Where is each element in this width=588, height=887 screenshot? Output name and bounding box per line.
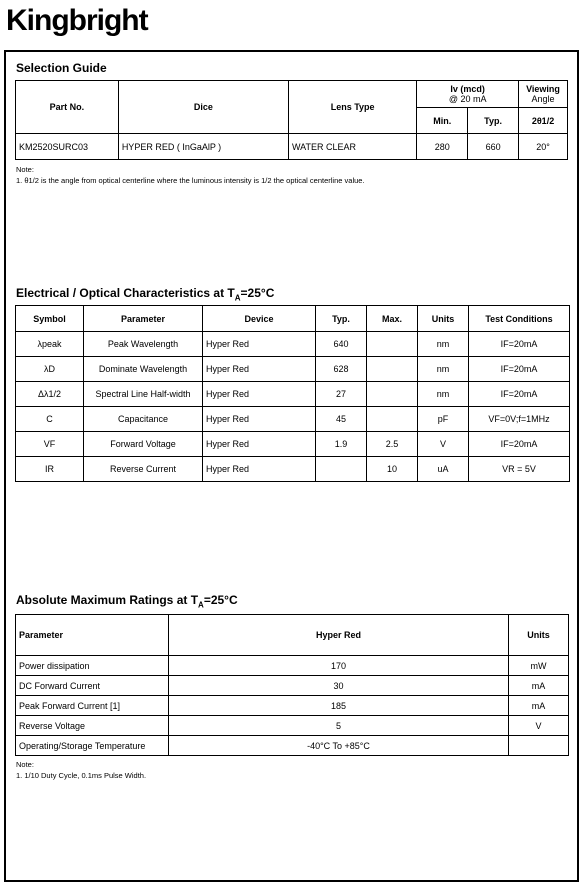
table-row xyxy=(16,736,569,756)
typ-cell: 628 xyxy=(316,357,367,382)
col-parameter: Parameter xyxy=(84,306,203,332)
device-cell: Hyper Red xyxy=(203,357,316,382)
selection-note-label: Note: xyxy=(16,165,34,174)
conditions-cell: IF=20mA xyxy=(469,332,570,357)
absolute-note-label: Note: xyxy=(16,760,34,769)
parameter-cell: Reverse Current xyxy=(84,457,203,482)
electrical-table xyxy=(15,305,570,482)
electrical-title-suffix: =25°C xyxy=(240,286,275,300)
col-symbol: Symbol xyxy=(16,306,84,332)
units-cell: V xyxy=(418,432,469,457)
max-cell: 10 xyxy=(367,457,418,482)
device-cell: Hyper Red xyxy=(203,382,316,407)
lens-type-cell: WATER CLEAR xyxy=(288,134,416,160)
brand-logo: Kingbright xyxy=(6,4,148,37)
col-min: Min. xyxy=(417,108,468,134)
units-cell: V xyxy=(509,716,569,736)
units-cell: mA xyxy=(509,696,569,716)
absolute-table xyxy=(15,614,569,756)
typ-cell: 45 xyxy=(316,407,367,432)
angle-label: Angle xyxy=(531,94,555,104)
electrical-title xyxy=(16,286,274,302)
table-row xyxy=(16,716,569,736)
typ-cell xyxy=(316,457,367,482)
value-cell: 30 xyxy=(169,676,509,696)
parameter-cell: Capacitance xyxy=(84,407,203,432)
conditions-cell: IF=20mA xyxy=(469,382,570,407)
absolute-note-1: 1. 1/10 Duty Cycle, 0.1ms Pulse Width. xyxy=(16,771,147,780)
max-cell: 2.5 xyxy=(367,432,418,457)
table-row xyxy=(16,357,570,382)
table-row xyxy=(16,656,569,676)
dice-cell: HYPER RED ( InGaAlP ) xyxy=(118,134,288,160)
conditions-cell: VR = 5V xyxy=(469,457,570,482)
parameter-cell: Spectral Line Half-width xyxy=(84,382,203,407)
table-row xyxy=(16,696,569,716)
col-viewing xyxy=(519,81,568,108)
col-dice: Dice xyxy=(118,81,288,134)
symbol-cell: VF xyxy=(16,432,84,457)
col-iv xyxy=(417,81,519,108)
symbol-cell: λpeak xyxy=(16,332,84,357)
units-cell: nm xyxy=(418,357,469,382)
device-cell: Hyper Red xyxy=(203,432,316,457)
device-cell: Hyper Red xyxy=(203,407,316,432)
table-row xyxy=(16,676,569,696)
parameter-cell: Operating/Storage Temperature xyxy=(16,736,169,756)
table-row xyxy=(16,134,568,160)
value-cell: 185 xyxy=(169,696,509,716)
max-cell xyxy=(367,382,418,407)
value-cell: -40°C To +85°C xyxy=(169,736,509,756)
units-cell: uA xyxy=(418,457,469,482)
device-cell: Hyper Red xyxy=(203,332,316,357)
conditions-cell: VF=0V;f=1MHz xyxy=(469,407,570,432)
parameter-cell: Peak Wavelength xyxy=(84,332,203,357)
units-cell: nm xyxy=(418,332,469,357)
absolute-title-prefix: Absolute Maximum Ratings at T xyxy=(16,593,199,607)
electrical-title-prefix: Electrical / Optical Characteristics at T xyxy=(16,286,235,300)
max-cell xyxy=(367,357,418,382)
table-row xyxy=(16,457,570,482)
col-part-no: Part No. xyxy=(16,81,119,134)
table-row xyxy=(16,332,570,357)
symbol-cell: λD xyxy=(16,357,84,382)
selection-guide-title: Selection Guide xyxy=(16,61,107,75)
max-cell xyxy=(367,407,418,432)
table-row xyxy=(16,382,570,407)
value-cell: 170 xyxy=(169,656,509,676)
units-cell: mW xyxy=(509,656,569,676)
table-row xyxy=(16,407,570,432)
col-hyper-red: Hyper Red xyxy=(169,615,509,656)
iv-condition: @ 20 mA xyxy=(448,94,487,104)
symbol-cell: C xyxy=(16,407,84,432)
electrical-title-sub: A xyxy=(234,293,241,303)
symbol-cell: IR xyxy=(16,457,84,482)
col-units: Units xyxy=(418,306,469,332)
iv-min-cell: 280 xyxy=(417,134,468,160)
units-cell: mA xyxy=(509,676,569,696)
absolute-title-suffix: =25°C xyxy=(203,593,238,607)
units-cell xyxy=(509,736,569,756)
typ-cell: 1.9 xyxy=(316,432,367,457)
absolute-title-sub: A xyxy=(198,600,204,610)
col-typ: Typ. xyxy=(468,108,519,134)
parameter-cell: Forward Voltage xyxy=(84,432,203,457)
selection-note-1: 1. θ1/2 is the angle from optical centerline where the luminous intensity is 1/2 the optical centerline value. xyxy=(16,176,365,185)
device-cell: Hyper Red xyxy=(203,457,316,482)
parameter-cell: DC Forward Current xyxy=(16,676,169,696)
units-cell: pF xyxy=(418,407,469,432)
units-cell: nm xyxy=(418,382,469,407)
value-cell: 5 xyxy=(169,716,509,736)
symbol-cell: Δλ1/2 xyxy=(16,382,84,407)
parameter-cell: Power dissipation xyxy=(16,656,169,676)
col-max: Max. xyxy=(367,306,418,332)
iv-typ-cell: 660 xyxy=(468,134,519,160)
angle-cell: 20° xyxy=(519,134,568,160)
col-typ: Typ. xyxy=(316,306,367,332)
selection-guide-table xyxy=(15,80,568,160)
max-cell xyxy=(367,332,418,357)
typ-cell: 27 xyxy=(316,382,367,407)
col-lens-type: Lens Type xyxy=(288,81,416,134)
conditions-cell: IF=20mA xyxy=(469,357,570,382)
part-no-cell: KM2520SURC03 xyxy=(16,134,119,160)
iv-label: Iv (mcd) xyxy=(450,84,485,94)
col-units: Units xyxy=(509,615,569,656)
col-parameter: Parameter xyxy=(16,615,169,656)
viewing-label: Viewing xyxy=(526,84,560,94)
parameter-cell: Reverse Voltage xyxy=(16,716,169,736)
conditions-cell: IF=20mA xyxy=(469,432,570,457)
col-theta: 2θ1/2 xyxy=(519,108,568,134)
parameter-cell: Peak Forward Current [1] xyxy=(16,696,169,716)
absolute-title xyxy=(16,593,238,609)
typ-cell: 640 xyxy=(316,332,367,357)
col-test-conditions: Test Conditions xyxy=(469,306,570,332)
table-row xyxy=(16,432,570,457)
col-device: Device xyxy=(203,306,316,332)
parameter-cell: Dominate Wavelength xyxy=(84,357,203,382)
